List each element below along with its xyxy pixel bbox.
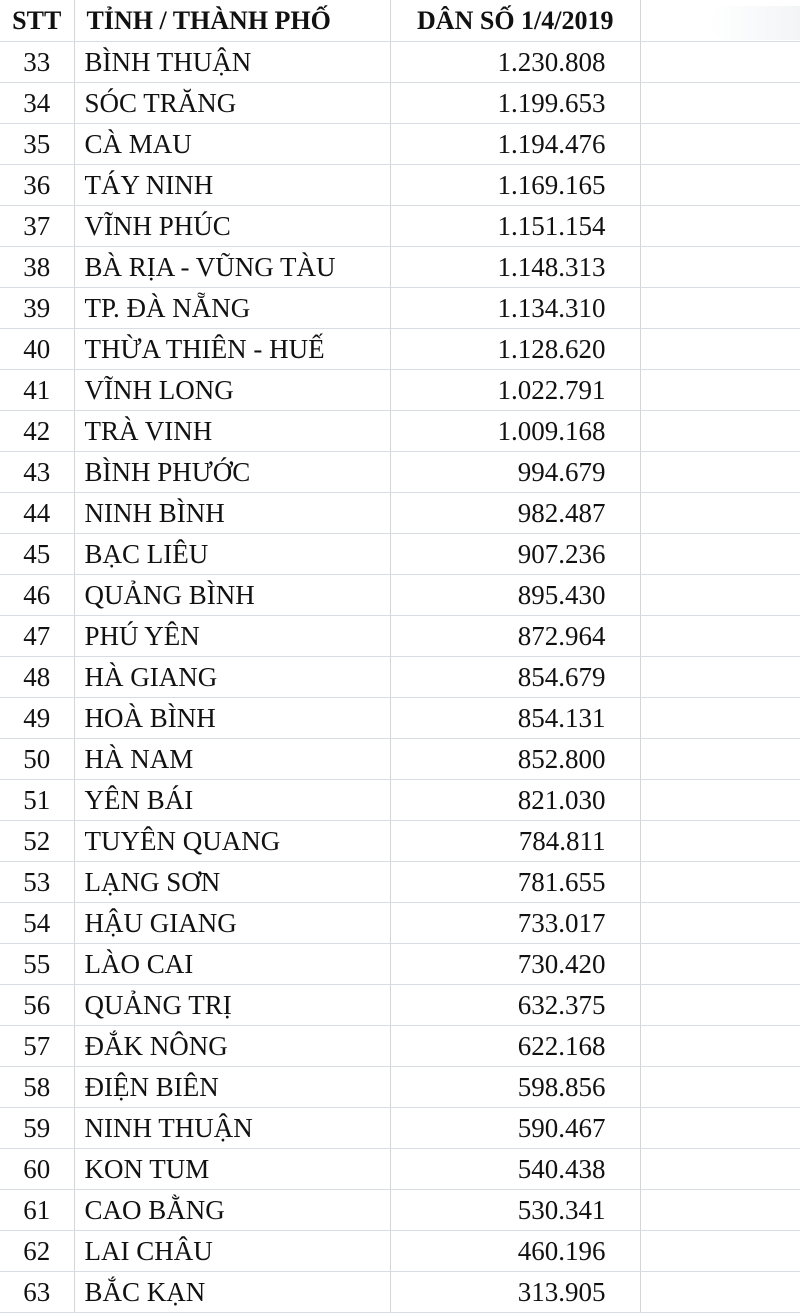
empty-cell (640, 1149, 800, 1190)
row-population: 907.236 (390, 534, 640, 575)
row-stt: 56 (0, 985, 74, 1026)
row-province: TÁY NINH (74, 165, 390, 206)
row-province: ĐIỆN BIÊN (74, 1067, 390, 1108)
table-row (0, 42, 800, 83)
table-row (0, 329, 800, 370)
table-row (0, 370, 800, 411)
row-province: TRÀ VINH (74, 411, 390, 452)
row-province: LÀO CAI (74, 944, 390, 985)
row-population: 1.151.154 (390, 206, 640, 247)
row-population: 994.679 (390, 452, 640, 493)
row-stt: 60 (0, 1149, 74, 1190)
row-population: 1.199.653 (390, 83, 640, 124)
row-province: YÊN BÁI (74, 780, 390, 821)
empty-cell (640, 944, 800, 985)
row-population: 733.017 (390, 903, 640, 944)
row-stt: 57 (0, 1026, 74, 1067)
empty-cell (640, 165, 800, 206)
row-population: 632.375 (390, 985, 640, 1026)
empty-cell (640, 0, 800, 42)
row-population: 1.022.791 (390, 370, 640, 411)
row-population: 460.196 (390, 1231, 640, 1272)
row-population: 1.128.620 (390, 329, 640, 370)
header-stt: STT (0, 0, 74, 42)
empty-cell (640, 575, 800, 616)
table-row (0, 821, 800, 862)
row-province: SÓC TRĂNG (74, 83, 390, 124)
table-row (0, 411, 800, 452)
row-province: NINH BÌNH (74, 493, 390, 534)
header-population: DÂN SỐ 1/4/2019 (390, 0, 640, 42)
row-province: PHÚ YÊN (74, 616, 390, 657)
row-stt: 38 (0, 247, 74, 288)
row-province: LAI CHÂU (74, 1231, 390, 1272)
row-population: 895.430 (390, 575, 640, 616)
row-stt: 34 (0, 83, 74, 124)
empty-cell (640, 1190, 800, 1231)
row-province: ĐẮK NÔNG (74, 1026, 390, 1067)
table-row (0, 1026, 800, 1067)
row-stt: 58 (0, 1067, 74, 1108)
empty-cell (640, 247, 800, 288)
table-row (0, 780, 800, 821)
row-population: 1.134.310 (390, 288, 640, 329)
row-province: HẬU GIANG (74, 903, 390, 944)
row-stt: 54 (0, 903, 74, 944)
row-province: HÀ GIANG (74, 657, 390, 698)
table-row (0, 903, 800, 944)
row-province: QUẢNG BÌNH (74, 575, 390, 616)
row-stt: 62 (0, 1231, 74, 1272)
table-row (0, 288, 800, 329)
row-stt: 33 (0, 42, 74, 83)
row-province: LẠNG SƠN (74, 862, 390, 903)
empty-cell (640, 1108, 800, 1149)
row-province: QUẢNG TRỊ (74, 985, 390, 1026)
row-stt: 53 (0, 862, 74, 903)
row-population: 854.131 (390, 698, 640, 739)
header-row (0, 0, 800, 42)
row-stt: 44 (0, 493, 74, 534)
row-province: HOÀ BÌNH (74, 698, 390, 739)
row-population: 540.438 (390, 1149, 640, 1190)
row-province: HÀ NAM (74, 739, 390, 780)
empty-cell (640, 370, 800, 411)
row-population: 1.009.168 (390, 411, 640, 452)
table-row (0, 944, 800, 985)
table-row (0, 862, 800, 903)
table-row (0, 534, 800, 575)
empty-cell (640, 206, 800, 247)
row-province: BÌNH PHƯỚC (74, 452, 390, 493)
table-row (0, 83, 800, 124)
row-population: 982.487 (390, 493, 640, 534)
row-province: THỪA THIÊN - HUẾ (74, 329, 390, 370)
row-province: BẮC KẠN (74, 1272, 390, 1313)
table-row (0, 1108, 800, 1149)
row-stt: 61 (0, 1190, 74, 1231)
table-row (0, 206, 800, 247)
empty-cell (640, 1026, 800, 1067)
row-population: 854.679 (390, 657, 640, 698)
row-stt: 36 (0, 165, 74, 206)
row-province: BÌNH THUẬN (74, 42, 390, 83)
row-stt: 46 (0, 575, 74, 616)
row-population: 1.148.313 (390, 247, 640, 288)
empty-cell (640, 534, 800, 575)
table-row (0, 493, 800, 534)
table-row (0, 165, 800, 206)
row-population: 622.168 (390, 1026, 640, 1067)
row-population: 313.905 (390, 1272, 640, 1313)
row-population: 1.194.476 (390, 124, 640, 165)
row-stt: 37 (0, 206, 74, 247)
row-population: 590.467 (390, 1108, 640, 1149)
row-stt: 35 (0, 124, 74, 165)
row-population: 852.800 (390, 739, 640, 780)
table-row (0, 698, 800, 739)
row-province: BÀ RỊA - VŨNG TÀU (74, 247, 390, 288)
empty-cell (640, 862, 800, 903)
row-province: TUYÊN QUANG (74, 821, 390, 862)
row-population: 730.420 (390, 944, 640, 985)
table-row (0, 739, 800, 780)
row-province: BẠC LIÊU (74, 534, 390, 575)
empty-cell (640, 821, 800, 862)
table-row (0, 124, 800, 165)
row-stt: 52 (0, 821, 74, 862)
row-population: 781.655 (390, 862, 640, 903)
table-row (0, 1272, 800, 1313)
empty-cell (640, 739, 800, 780)
row-stt: 48 (0, 657, 74, 698)
row-population: 872.964 (390, 616, 640, 657)
header-province: TỈNH / THÀNH PHỐ (74, 0, 390, 42)
row-stt: 39 (0, 288, 74, 329)
row-province: VĨNH PHÚC (74, 206, 390, 247)
row-stt: 41 (0, 370, 74, 411)
row-stt: 40 (0, 329, 74, 370)
table-row (0, 452, 800, 493)
empty-cell (640, 698, 800, 739)
row-stt: 55 (0, 944, 74, 985)
row-population: 784.811 (390, 821, 640, 862)
row-province: CÀ MAU (74, 124, 390, 165)
table-row (0, 1149, 800, 1190)
empty-cell (640, 452, 800, 493)
empty-cell (640, 1231, 800, 1272)
empty-cell (640, 1272, 800, 1313)
row-stt: 43 (0, 452, 74, 493)
row-stt: 50 (0, 739, 74, 780)
table-row (0, 985, 800, 1026)
empty-cell (640, 1067, 800, 1108)
empty-cell (640, 288, 800, 329)
row-province: KON TUM (74, 1149, 390, 1190)
empty-cell (640, 83, 800, 124)
row-province: CAO BẰNG (74, 1190, 390, 1231)
empty-cell (640, 493, 800, 534)
table-row (0, 616, 800, 657)
table-row (0, 1231, 800, 1272)
empty-cell (640, 780, 800, 821)
empty-cell (640, 329, 800, 370)
empty-cell (640, 985, 800, 1026)
table-row (0, 1190, 800, 1231)
row-population: 821.030 (390, 780, 640, 821)
row-stt: 45 (0, 534, 74, 575)
table-row (0, 247, 800, 288)
row-province: TP. ĐÀ NẴNG (74, 288, 390, 329)
empty-cell (640, 657, 800, 698)
empty-cell (640, 616, 800, 657)
row-stt: 47 (0, 616, 74, 657)
row-province: VĨNH LONG (74, 370, 390, 411)
table-row (0, 1067, 800, 1108)
row-stt: 59 (0, 1108, 74, 1149)
row-population: 530.341 (390, 1190, 640, 1231)
row-stt: 49 (0, 698, 74, 739)
row-stt: 63 (0, 1272, 74, 1313)
row-stt: 42 (0, 411, 74, 452)
row-population: 1.230.808 (390, 42, 640, 83)
empty-cell (640, 411, 800, 452)
table-row (0, 657, 800, 698)
row-population: 1.169.165 (390, 165, 640, 206)
table-body (0, 42, 800, 1313)
empty-cell (640, 124, 800, 165)
row-stt: 51 (0, 780, 74, 821)
empty-cell (640, 903, 800, 944)
row-population: 598.856 (390, 1067, 640, 1108)
empty-cell (640, 42, 800, 83)
row-province: NINH THUẬN (74, 1108, 390, 1149)
table-row (0, 575, 800, 616)
